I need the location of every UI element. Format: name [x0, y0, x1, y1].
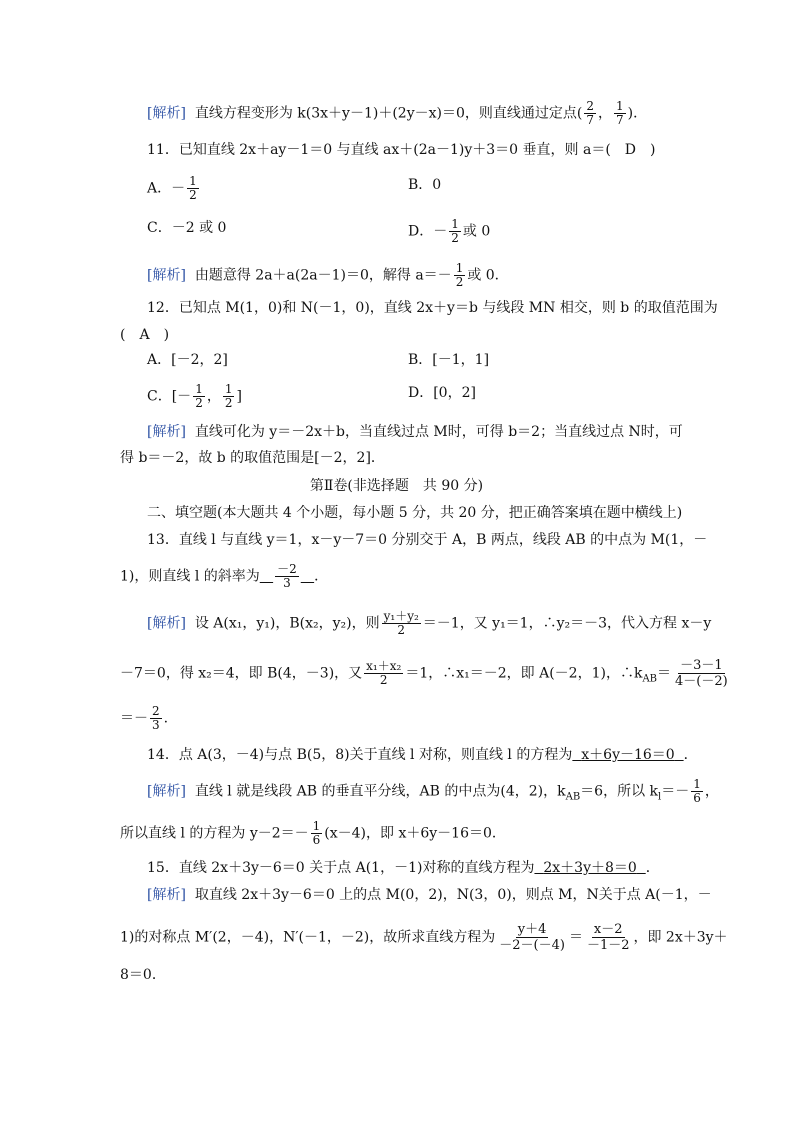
fraction: $\frac{-3-1}{4-(-2)}$: [675, 658, 728, 689]
q10-analysis: [解析] 直线方程变形为 k(3x＋y－1)＋(2y－x)＝0，则直线通过定点( $\frac{2}{7}$ ， $\frac{1}{7}$ )．: [147, 99, 648, 127]
q12-option-b: B．[－1，1]: [408, 352, 490, 368]
q11-stem: 11．已知直线 2x＋ay－1＝0 与直线 ax＋(2a－1)y＋3＝0 垂直，则 a＝( D ): [147, 142, 656, 158]
q14-analysis-cont: 所以直线 l 的方程为 y－2＝－ $\frac{1}{6}$ (x－4)，即 x＋6y－16＝0．: [120, 819, 506, 847]
analysis-tag: [解析]: [147, 783, 186, 800]
analysis-tag: [解析]: [147, 105, 186, 122]
q15-analysis-end: 8＝0．: [120, 967, 166, 983]
answer-blank: 2x＋3y＋8＝0: [543, 860, 637, 876]
q12-option-d: D．[0，2]: [408, 385, 476, 401]
q11-option-b: B．0: [408, 177, 442, 193]
fraction: $\frac{1}{2}$: [195, 382, 203, 410]
q12-option-a: A．[－2，2]: [147, 352, 228, 368]
fraction: $\frac{-2}{3}$: [277, 562, 297, 590]
fraction: $\frac{\text{x₁＋x₂}}{2}$: [366, 659, 402, 687]
q15-analysis: [解析] 取直线 2x＋3y－6＝0 上的点 M(0，2)，N(3，0)，则点 M，N关于点 A(－1，－: [147, 887, 712, 903]
analysis-tag: [解析]: [147, 424, 186, 440]
part2-title: 第Ⅱ卷(非选择题 共 90 分): [309, 478, 484, 494]
analysis-tag: [解析]: [147, 887, 186, 903]
q12-analysis: [解析] 直线可化为 y＝－2x＋b，当直线过点 M时，可得 b＝2；当直线过点 N时，可: [147, 424, 683, 440]
q13-stem-cont: 1)，则直线 l 的斜率为 $\frac{-2}{3}$ ．: [120, 562, 329, 590]
q12-option-c: C．[－ $\frac{1}{2}$ ， $\frac{1}{2}$ ]: [147, 382, 242, 410]
fraction: $\frac{x-2}{-1-2}$: [586, 922, 630, 953]
fraction: $\frac{1}{2}$: [451, 217, 459, 245]
fraction: $\frac{1}{2}$: [224, 382, 233, 410]
answer-blank: [260, 562, 314, 590]
fraction: $\frac{1}{2}$: [455, 261, 464, 289]
q11-option-a: A．－ $\frac{1}{2}$: [147, 174, 197, 202]
fraction: $\frac{2}{3}$: [152, 704, 160, 732]
q11-option-d: D．－ $\frac{1}{2}$ 或 0: [408, 217, 491, 245]
q13-stem: 13．直线 l 与直线 y＝1，x－y－7＝0 分别交于 A，B 两点，线段 AB 的中点为 M(1，－: [147, 532, 708, 548]
analysis-tag: [解析]: [147, 267, 186, 284]
q11-analysis: [解析] 由题意得 2a＋a(2a－1)＝0，解得 a＝－ $\frac{1}{2}$ 或 0．: [147, 261, 509, 289]
fraction: $\frac{1}{2}$: [189, 174, 197, 202]
q13-analysis-cont: －7＝0，得 x₂＝4，即 B(4，－3)，又 $\frac{\text{x₁＋x₂}}{2}$ ＝1，∴x₁＝－2，即 A(－2，1)，$\therefore k_{AB}=$ $\frac{-3-1}{4-(-2)}$: [120, 658, 728, 689]
q13-analysis-end: ＝－ $\frac{2}{3}$ .: [120, 704, 169, 732]
q12-analysis-cont: 得 b＝－2，故 b 的取值范围是[－2，2]．: [120, 450, 385, 466]
fraction: $\frac{y+4}{-2-(-4)}$: [499, 922, 565, 953]
fraction: $\frac{1}{7}$: [615, 99, 624, 127]
q14-stem: 14．点 A(3，－4)与点 B(5，8)关于直线 l 对称，则直线 l 的方程为 x＋6y－16＝0 ．: [147, 747, 698, 763]
fraction: $\frac{2}{7}$: [586, 99, 594, 127]
q14-analysis: [解析] 直线 l 就是线段 AB 的垂直平分线，AB 的中点为(4，2)，$k_{AB}=6$，所以 $k_l=-$ $\frac{1}{6}$ ，: [147, 777, 719, 805]
fraction: $\frac{\text{y₁＋y₂}}{2}$: [383, 609, 419, 637]
q15-stem: 15．直线 2x＋3y－6＝0 关于点 A(1，－1)对称的直线方程为 2x＋3y＋8＝0 ．: [147, 860, 660, 876]
fraction: $\frac{1}{6}$: [693, 777, 701, 805]
q13-analysis: [解析] 设 A(x₁，y₁)，B(x₂，y₂)，则 $\frac{\text{y₁＋y₂}}{2}$ ＝－1，又 y₁＝1，∴y₂＝－3，代入方程 x－y: [147, 609, 712, 637]
fraction: $\frac{1}{6}$: [312, 819, 321, 847]
q11-option-c: C．－2 或 0: [147, 220, 227, 236]
analysis-tag: [解析]: [147, 615, 186, 632]
q12-stem: 12．已知点 M(1，0)和 N(－1，0)，直线 2x＋y＝b 与线段 MN 相交，则 b 的取值范围为: [147, 300, 718, 316]
q12-answer: ( A ): [120, 327, 170, 343]
answer-blank: x＋6y－16＝0: [581, 747, 675, 763]
section-title: 二、填空题(本大题共 4 个小题，每小题 5 分，共 20 分，把正确答案填在题中横线上): [147, 505, 683, 521]
q15-analysis-cont: 1)的对称点 M′(2，－4)，N′(－1，－2)，故所求直线方程为 $\frac{y+4}{-2-(-4)}$ ＝ $\frac{x-2}{-1-2}$ ，即 2x＋3y＋: [120, 922, 728, 953]
